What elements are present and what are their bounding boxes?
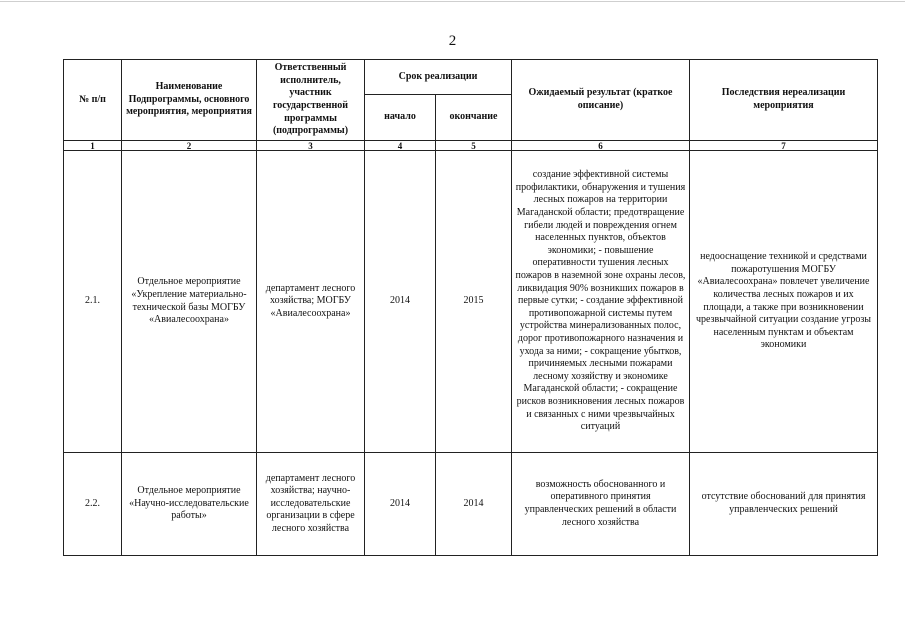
row-result: создание эффективной системы профилактики, обнаружения и тушения лесных пожаров на территории Магаданской области; предотвращение гибели людей и повреждения огнем населенных пунктов, объектов экономики; - повышение оперативности тушения лесных пожаров в наземной зоне охраны лесов, ликвидация 90% возникших пожаров в первые сутки; - создание эффективной противопожарной системы путем устройства минерализованных полос, дорог противопожарного назначения и ухода за ними; - сокращение убытков, причиняемых лесными пожарами лесному хозяйству и экономике Магаданской области; - сокращение рисков возникновения лесных пожаров и связанных с ними чрезвычайных ситуаций [512,151,690,453]
header-end: окончание [436,95,512,141]
column-index: 6 [512,141,690,151]
row-name: Отдельное мероприятие «Научно-исследовательские работы» [122,453,257,556]
table-row [64,151,878,453]
column-index: 1 [64,141,122,151]
row-consequences: отсутствие обоснований для принятия управленческих решений [690,453,878,556]
column-index: 2 [122,141,257,151]
column-index: 7 [690,141,878,151]
column-index-row [64,141,878,151]
column-index: 4 [365,141,436,151]
row-result: возможность обоснованного и оперативного принятия управленческих решений в области лесного хозяйства [512,453,690,556]
header-num: № п/п [64,60,122,141]
row-end-year: 2015 [436,151,512,453]
header-period: Срок реализации [365,60,512,95]
header-start: начало [365,95,436,141]
column-index: 5 [436,141,512,151]
row-number: 2.2. [64,453,122,556]
row-end-year: 2014 [436,453,512,556]
row-executor: департамент лесного хозяйства; научно-исследовательские организации в сфере лесного хозяйства [257,453,365,556]
row-number: 2.1. [64,151,122,453]
header-row [64,60,878,95]
header-name: Наименование Подпрограммы, основного мероприятия, мероприятия [122,60,257,141]
program-table [63,59,878,556]
header-result: Ожидаемый результат (краткое описание) [512,60,690,141]
column-index: 3 [257,141,365,151]
header-consequences: Последствия нереализации мероприятия [690,60,878,141]
row-name: Отдельное мероприятие «Укрепление материально-технической базы МОГБУ «Авиалесоохрана» [122,151,257,453]
header-executor: Ответственный исполнитель, участник государственной программы (подпрограммы) [257,60,365,141]
row-start-year: 2014 [365,151,436,453]
page-number: 2 [448,33,457,49]
top-scan-line [0,1,905,2]
row-start-year: 2014 [365,453,436,556]
row-executor: департамент лесного хозяйства; МОГБУ «Авиалесоохрана» [257,151,365,453]
table-row [64,453,878,556]
row-consequences: недооснащение техникой и средствами пожаротушения МОГБУ «Авиалесоохрана» повлечет увеличение количества лесных пожаров и их площади, а также при возникновении чрезвычайной ситуации создание угрозы населенным пунктам и объектам экономики [690,151,878,453]
